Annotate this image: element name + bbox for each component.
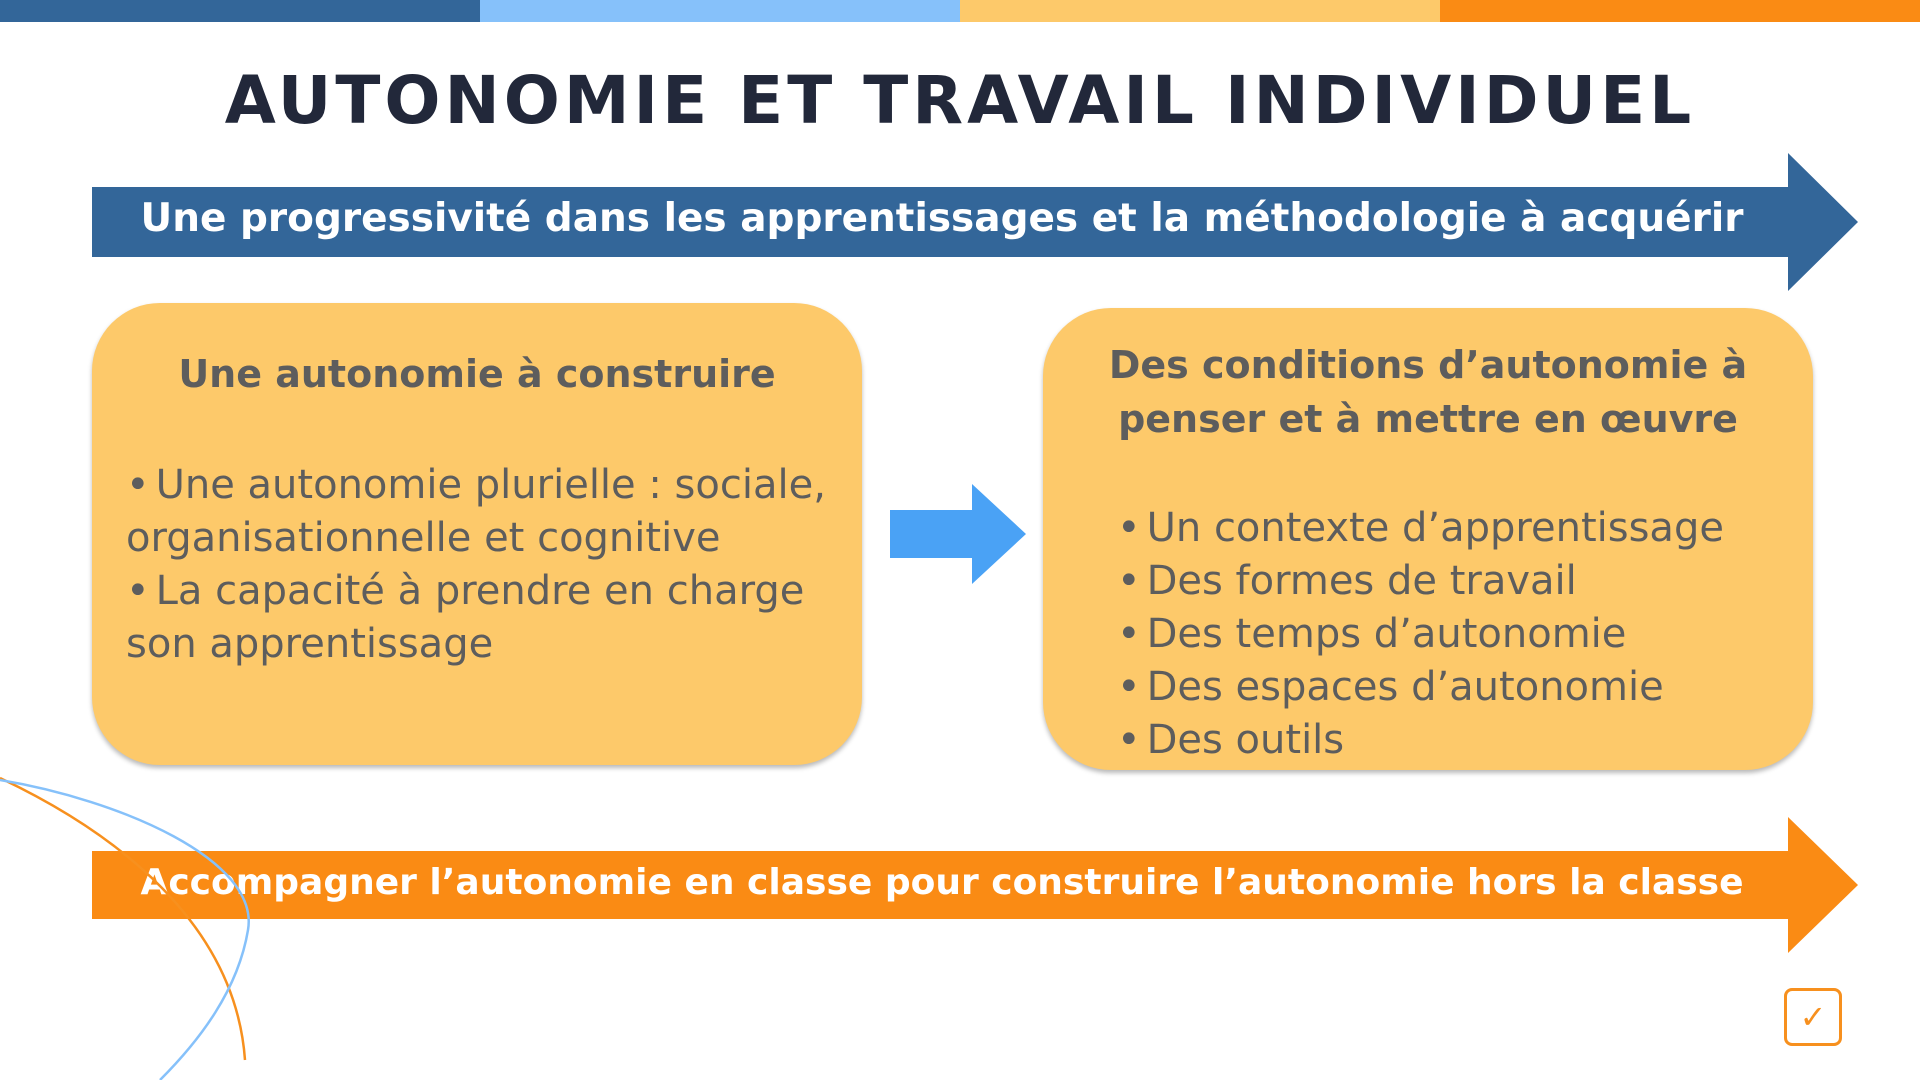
top-bar-segment-4	[1440, 0, 1920, 22]
list-item-text: Une autonomie plurielle : sociale, organisationnelle et cognitive	[126, 462, 826, 561]
bottom-band-label: Accompagner l’autonomie en classe pour construire l’autonomie hors la classe	[140, 862, 1744, 903]
top-band-label: Une progressivité dans les apprentissages et la méthodologie à acquérir	[140, 196, 1744, 241]
list-item-text: Des espaces d’autonomie	[1146, 664, 1664, 710]
slide-title: AUTONOMIE ET TRAVAIL INDIVIDUEL	[224, 62, 1696, 139]
list-item	[1117, 555, 1779, 608]
bullet-icon: •	[126, 568, 150, 614]
top-bar-segment-2	[480, 0, 960, 22]
box-conditions-autonomie	[1043, 308, 1813, 770]
top-bar-segment-3	[960, 0, 1440, 22]
bullet-icon: •	[1117, 664, 1141, 710]
top-color-bar	[0, 0, 1920, 22]
list-item	[1117, 661, 1779, 714]
top-bar-segment-1	[0, 0, 480, 22]
bullet-icon: •	[1117, 717, 1141, 763]
bullet-icon: •	[126, 462, 150, 508]
list-item-text: La capacité à prendre en charge son apprentissage	[126, 568, 805, 667]
list-item-text: Des formes de travail	[1146, 558, 1577, 604]
box-right-list	[1117, 502, 1779, 767]
list-item	[126, 459, 828, 565]
checkmark-icon[interactable]: ✓	[1784, 988, 1842, 1046]
list-item	[1117, 714, 1779, 767]
right-arrow-icon	[890, 484, 1026, 584]
box-left-heading: Une autonomie à construire	[178, 352, 776, 396]
box-autonomie-a-construire	[92, 303, 862, 765]
list-item	[1117, 502, 1779, 555]
box-left-list	[126, 459, 828, 671]
list-item-text: Un contexte d’apprentissage	[1146, 505, 1724, 551]
list-item	[126, 565, 828, 671]
box-right-heading: Des conditions d’autonomie à penser et à mettre en œuvre	[1108, 343, 1748, 441]
list-item-text: Des outils	[1146, 717, 1345, 763]
bullet-icon: •	[1117, 611, 1141, 657]
bullet-icon: •	[1117, 558, 1141, 604]
decorative-curves	[0, 720, 260, 1080]
bullet-icon: •	[1117, 505, 1141, 551]
list-item-text: Des temps d’autonomie	[1146, 611, 1627, 657]
list-item	[1117, 608, 1779, 661]
